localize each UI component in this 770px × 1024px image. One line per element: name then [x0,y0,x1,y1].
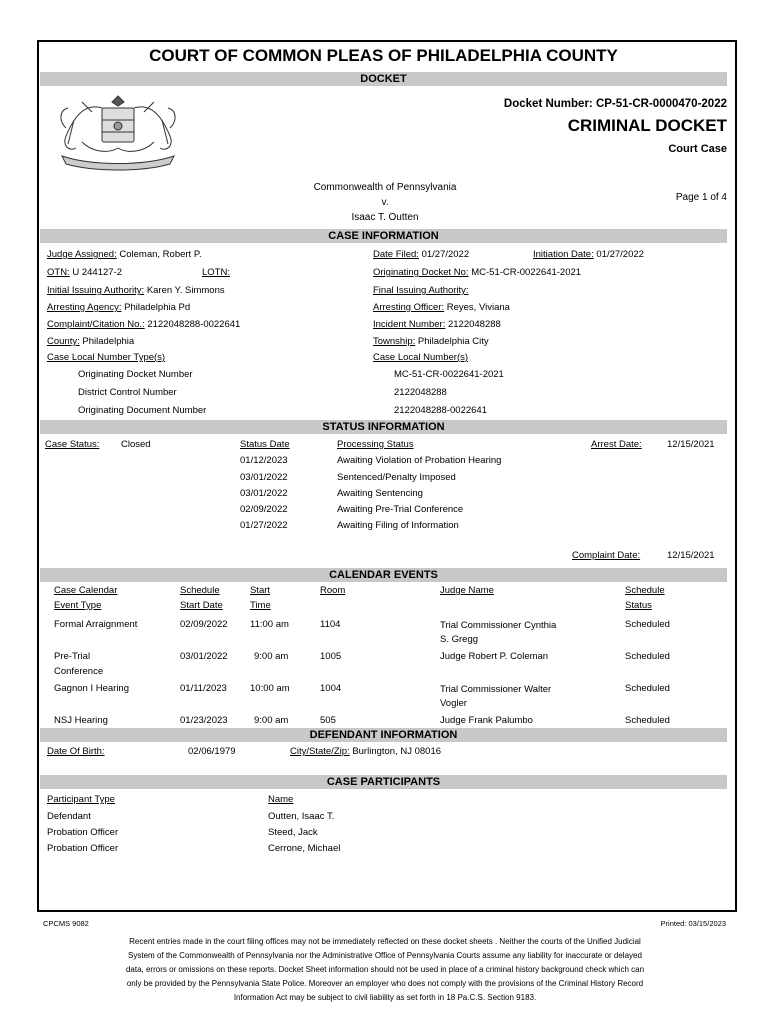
judge-value: Coleman, Robert P. [119,249,202,260]
judge-label: Judge Assigned: [47,249,117,260]
init-auth-value: Karen Y. Simmons [146,285,225,296]
status-date-3: 03/01/2022 [240,488,288,499]
caption-defendant: Isaac T. Outten [351,212,419,223]
cal-judge-3b: Vogler [440,698,467,709]
dob-label: Date Of Birth: [47,746,105,757]
status-date-5: 01/27/2022 [240,520,288,531]
cal-room-4: 505 [320,715,336,726]
cal-time-2: 9:00 am [254,651,289,662]
cal-status-4: Scheduled [625,715,670,726]
participant-name-2: Steed, Jack [268,827,318,838]
date-filed-label: Date Filed: [373,249,419,260]
processing-status-2: Sentenced/Penalty Imposed [337,472,456,483]
cal-date-4: 01/23/2023 [180,715,228,726]
cal-judge-2: Judge Robert P. Coleman [440,651,549,662]
case-status-label: Case Status: [45,439,100,450]
init-auth-label: Initial Issuing Authority: [47,285,145,296]
disclaimer-line-4: only be provided by the Pennsylvania State Police. Moreover an employer who does not comply with the provisions of the Criminal History Record [126,979,644,988]
cal-judge-3a: Trial Commissioner Walter [440,684,552,695]
initiation-date [533,249,644,260]
processing-status-3: Awaiting Sentencing [337,488,423,499]
disclaimer-line-5: Information Act may be subject to civil liability as set forth in 18 Pa.C.S. Section 9183. [233,993,537,1002]
arresting-officer-label: Arresting Officer: [373,302,445,313]
cal-date-2: 03/01/2022 [180,651,228,662]
county-label: County: [47,336,80,347]
cal-event-1: Formal Arraignment [54,619,138,630]
cal-header-room: Room [320,585,346,596]
defendant-band: DEFENDANT INFORMATION [40,728,727,742]
case-kind: Court Case [668,143,727,155]
cal-header-status-2: Status [625,600,652,611]
printed-date: Printed: 03/15/2023 [660,919,726,928]
county-value: Philadelphia [82,336,135,347]
caption-plaintiff: Commonwealth of Pennsylvania [313,182,457,193]
arrest-date-value: 12/15/2021 [667,439,715,450]
cal-header-start-1: Start [250,585,271,596]
page-number: Page 1 of 4 [675,192,727,203]
final-issuing-authority-label: Final Issuing Authority: [373,285,469,296]
city-label: City/State/Zip: [290,746,350,757]
otn-value: U 244127-2 [72,267,122,278]
cal-judge-1a: Trial Commissioner Cynthia [440,620,557,631]
participants-band: CASE PARTICIPANTS [40,775,727,789]
participant-type-label: Participant Type [47,794,115,805]
local-numbers-label: Case Local Number(s) [373,352,469,363]
originating-docket [373,267,581,278]
status-date-1: 01/12/2023 [240,455,288,466]
city-state-zip [290,746,441,757]
cal-header-event-1: Case Calendar [54,585,118,596]
orig-docket-value: MC-51-CR-0022641-2021 [471,267,582,278]
cal-header-sched-2: Start Date [180,600,223,611]
participant-type-2: Probation Officer [47,827,119,838]
complaint-date-label: Complaint Date: [572,550,641,561]
participant-type-1: Defendant [47,811,91,822]
status-date-4: 02/09/2022 [240,504,288,515]
court-title: COURT OF COMMON PLEAS OF PHILADELPHIA COUNTY [149,46,618,65]
cal-time-1: 11:00 am [250,619,289,630]
arresting-agency-value: Philadelphia Pd [124,302,191,313]
local-type-3: Originating Document Number [78,405,207,416]
initial-issuing-authority [47,285,225,296]
disclaimer-line-1: Recent entries made in the court filing offices may not be immediately reflected on these docket sheets . Neither the courts of the Unified Judicial [129,937,641,946]
township-value: Philadelphia City [417,336,489,347]
arrest-date-label: Arrest Date: [591,439,642,450]
arresting-agency-label: Arresting Agency: [47,302,122,313]
township-label: Township: [373,336,416,347]
case-status-value: Closed [121,439,151,450]
township [373,336,489,347]
local-number-3: 2122048288-0022641 [394,405,487,416]
date-filed [373,249,469,260]
otn [47,267,122,278]
cal-date-3: 01/11/2023 [180,683,227,694]
incident-value: 2122048288 [447,319,501,330]
cal-status-2: Scheduled [625,651,670,662]
cal-judge-4: Judge Frank Palumbo [440,715,533,726]
case-info-band: CASE INFORMATION [40,229,727,243]
incident-label: Incident Number: [373,319,446,330]
form-number: CPCMS 9082 [43,919,89,928]
cal-header-event-2: Event Type [54,600,102,611]
arresting-agency [47,302,190,313]
local-type-2: District Control Number [78,387,177,398]
status-info-band: STATUS INFORMATION [40,420,727,434]
complaint-date-value: 12/15/2021 [667,550,715,561]
docket-band: DOCKET [40,72,727,86]
cal-header-status-1: Schedule [625,585,665,596]
pennsylvania-seal-icon [52,92,184,176]
complaint-citation [47,319,240,330]
cal-status-3: Scheduled [625,683,670,694]
otn-label: OTN: [47,267,70,278]
status-date-label: Status Date [240,439,290,450]
processing-status-4: Awaiting Pre-Trial Conference [337,504,464,515]
participant-type-3: Probation Officer [47,843,119,854]
lotn-label: LOTN: [202,267,230,278]
initiation-value: 01/27/2022 [596,249,644,260]
judge-assigned [47,249,202,260]
arresting-officer [373,302,510,313]
cal-event-4: NSJ Hearing [54,715,108,726]
local-number-types-label: Case Local Number Type(s) [47,352,166,363]
cal-room-3: 1004 [320,683,342,694]
complaint-value: 2122048288-0022641 [147,319,241,330]
participant-name-1: Outten, Isaac T. [268,811,335,822]
processing-status-1: Awaiting Violation of Probation Hearing [337,455,502,466]
cal-judge-1b: S. Gregg [440,634,479,645]
arresting-officer-value: Reyes, Viviana [446,302,510,313]
dob-value: 02/06/1979 [188,746,236,757]
date-filed-value: 01/27/2022 [421,249,470,260]
cal-header-start-2: Time [250,600,271,611]
participant-name-label: Name [268,794,294,805]
initiation-label: Initiation Date: [533,249,594,260]
cal-header-judge: Judge Name [440,585,494,596]
local-number-2: 2122048288 [394,387,447,398]
city-value: Burlington, NJ 08016 [352,746,442,757]
cal-header-sched-1: Schedule [180,585,220,596]
orig-docket-label: Originating Docket No: [373,267,469,278]
incident-number [373,319,501,330]
calendar-band: CALENDAR EVENTS [40,568,727,582]
docket-number: Docket Number: CP-51-CR-0000470-2022 [503,98,727,110]
cal-event-3: Gagnon I Hearing [54,683,129,694]
cal-status-1: Scheduled [625,619,670,630]
disclaimer-line-2: System of the Commonwealth of Pennsylvania nor the Administrative Office of Pennsylvania Courts assume any liability for inaccurate or delayed [128,951,642,960]
status-date-2: 03/01/2022 [240,472,288,483]
cal-room-2: 1005 [320,651,342,662]
processing-status-5: Awaiting Filing of Information [337,520,459,531]
cal-time-3: 10:00 am [250,683,290,694]
processing-status-label: Processing Status [337,439,414,450]
county [47,336,134,347]
cal-date-1: 02/09/2022 [180,619,228,630]
caption-versus: v. [381,197,389,208]
cal-event-2a: Pre-Trial [54,651,91,662]
disclaimer-line-3: data, errors or omissions on these reports. Docket Sheet information should not be used in place of a criminal history background check which can [125,965,645,974]
cal-room-1: 1104 [320,619,341,630]
cal-event-2b: Conference [54,666,104,677]
local-number-1: MC-51-CR-0022641-2021 [394,369,504,380]
local-type-1: Originating Docket Number [78,369,193,380]
docket-type: CRIMINAL DOCKET [567,116,727,135]
participant-name-3: Cerrone, Michael [268,843,341,854]
complaint-label: Complaint/Citation No.: [47,319,145,330]
cal-time-4: 9:00 am [254,715,289,726]
